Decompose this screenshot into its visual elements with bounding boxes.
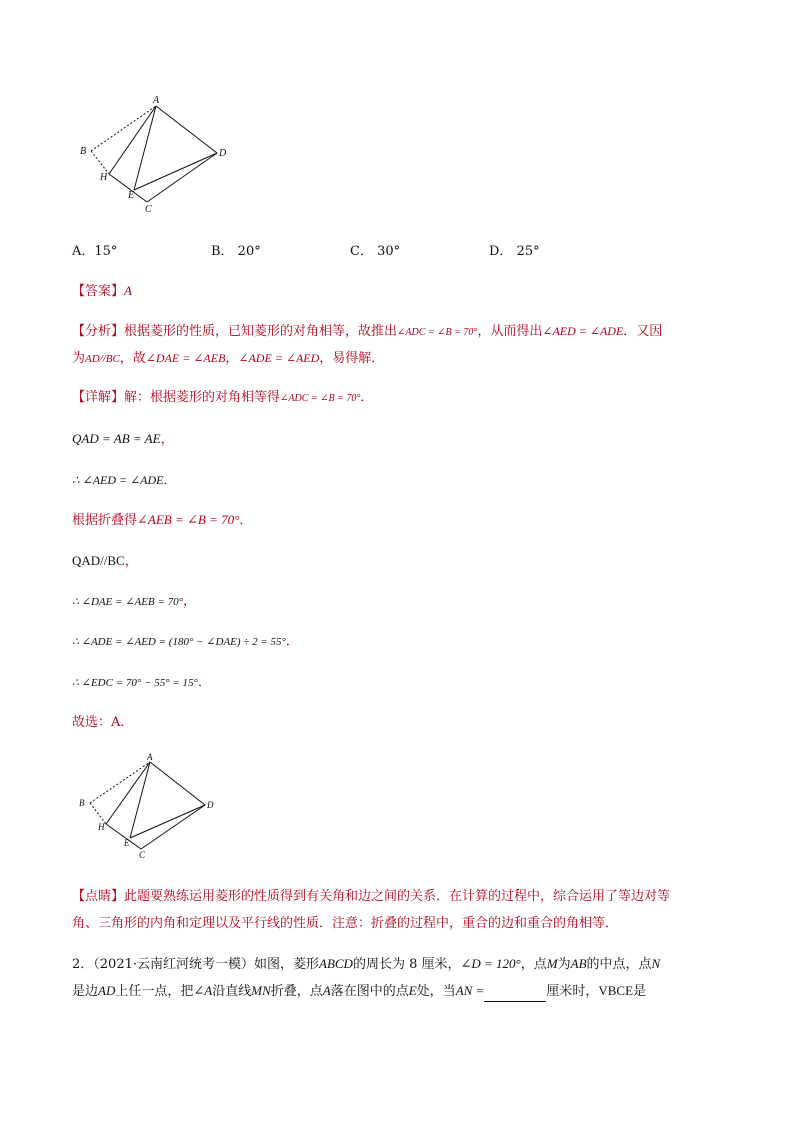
label-B: B [79, 798, 85, 808]
segment-DC [141, 805, 205, 849]
detail-end-2: ， [160, 432, 174, 447]
q2-math-9: A [322, 983, 331, 998]
q2-text-1a: 2．（2021·云南红河统考一模）如图，菱形 [72, 957, 319, 972]
analysis-line-2 [72, 348, 384, 369]
comment-text-2: 角、三角形的内角和定理以及平行线的性质．注意：折叠的过程中，重合的边和重合的角相等． [72, 916, 619, 931]
detail-line-1 [72, 388, 373, 409]
answer-line [72, 281, 132, 302]
comment-line-1 [72, 887, 670, 907]
q2-math-7: ∠A [193, 983, 213, 998]
q2-text-2f: 处，当 [416, 984, 456, 999]
detail-math-2: QAD = AB = AE [72, 431, 161, 446]
detail-math-1: ∠ADC = ∠B = 70° [280, 393, 361, 404]
label-C: C [139, 850, 146, 860]
question2-line-1 [72, 954, 660, 975]
detail-text-4b: ． [239, 513, 253, 528]
detail-end-7: ． [285, 634, 299, 649]
analysis-text-1b: ，从而得出 [477, 324, 543, 339]
detail-line-5 [72, 551, 138, 572]
label-A: A [147, 752, 153, 762]
detail-math-6: ∴ ∠DAE = ∠AEB = 70° [72, 596, 183, 608]
analysis-text-2b: ，故 [119, 351, 146, 366]
analysis-math-3: AD//BC [85, 353, 120, 365]
analysis-math-1: ∠ADC = ∠B = 70° [397, 327, 478, 338]
analysis-tag: 【分析】 [72, 324, 125, 339]
detail-math-8: ∴ ∠EDC = 70° − 55° = 15° [72, 677, 198, 689]
dashed-BH [90, 803, 106, 824]
label-E: E [124, 838, 130, 848]
detail-text-1b: ． [360, 390, 374, 405]
detail-text-4a: 根据折叠得 [72, 513, 138, 528]
answer-value: A [124, 283, 132, 298]
analysis-text-2d: ，易得解． [319, 351, 385, 366]
question2-line-2 [72, 981, 646, 1002]
q2-math-5: N [651, 956, 661, 971]
q2-math-11: AN = [455, 983, 485, 998]
comment-tag: 【点睛】 [72, 889, 125, 904]
analysis-line-1 [72, 321, 662, 343]
detail-end-5: ， [124, 554, 138, 569]
q2-text-2b: 上任一点，把 [115, 984, 194, 999]
q2-text-2g: 厘米时， [546, 984, 599, 999]
detail-tag: 【详解】 [72, 390, 125, 405]
detail-line-2 [72, 429, 174, 450]
label-D: D [207, 800, 214, 810]
detail-line-3 [72, 470, 177, 491]
choice-a: A．15° [72, 244, 118, 259]
comment-text-1: 此题要熟练运用菱形的性质得到有关角和边之间的关系．在计算的过程中，综合运用了等边对等 [124, 889, 671, 904]
q2-text-1b: 的周长为 8 厘米， [352, 957, 461, 972]
answer-blank[interactable] [484, 987, 546, 1002]
analysis-text-2a: 为 [72, 351, 86, 366]
detail-end-3: ． [163, 473, 177, 488]
detail-text-1a: 解：根据菱形的对角相等得 [124, 390, 281, 405]
detail-end-6: ， [182, 594, 196, 609]
detail-math-4: ∠AEB = ∠B = 70° [137, 512, 240, 527]
q2-math-8: MN [251, 983, 271, 998]
label-A: A [153, 95, 160, 106]
segment-DC [147, 153, 217, 202]
q2-math-6: AD [98, 983, 116, 998]
label-H: H [100, 172, 108, 183]
analysis-text-1c: ．又因 [623, 324, 663, 339]
q2-text-2d: 折叠，点 [270, 984, 323, 999]
q2-text-2h: 是 [633, 984, 647, 999]
analysis-math-4: ∠DAE = ∠AEB [145, 351, 226, 365]
rhombus-figure-bottom [72, 750, 232, 865]
q2-text-2c: 沿直线 [212, 984, 252, 999]
q2-text-2a: 是边 [72, 984, 99, 999]
label-H: H [98, 822, 105, 832]
choice-c: C． 30° [350, 244, 401, 259]
q2-text-2e: 落在图中的点 [330, 984, 409, 999]
label-B: B [80, 146, 87, 157]
analysis-text-2c: ， [225, 351, 239, 366]
detail-line-6 [72, 592, 196, 612]
segment-ED [130, 805, 205, 838]
segment-AD [156, 106, 217, 153]
detail-end-8: ． [197, 675, 211, 690]
q2-math-2: ∠D = 120° [460, 956, 521, 971]
q2-text-1d: 为 [557, 957, 571, 972]
q2-math-10: E [408, 983, 417, 998]
label-D: D [219, 148, 227, 159]
detail-text-9: 故选：A． [72, 715, 134, 730]
detail-line-8 [72, 673, 211, 693]
segment-AH [106, 762, 150, 824]
detail-math-5: QAD//BC [72, 553, 125, 568]
q2-text-1c: ，点 [520, 957, 547, 972]
detail-line-9 [72, 713, 133, 733]
segment-ED [134, 153, 217, 190]
detail-line-7 [72, 632, 299, 652]
q2-math-4: AB [570, 956, 587, 971]
analysis-text-1a: 根据菱形的性质，已知菱形的对角相等，故推出 [124, 324, 398, 339]
label-C: C [145, 204, 152, 215]
label-E: E [128, 190, 135, 201]
segment-AD [150, 762, 205, 805]
detail-math-7: ∴ ∠ADE = ∠AED = (180° − ∠DAE) ÷ 2 = 55° [72, 636, 286, 648]
q2-math-12: VBCE [598, 983, 634, 998]
choice-d: D． 25° [489, 244, 540, 259]
detail-line-4 [72, 510, 252, 531]
dashed-BH [91, 151, 109, 174]
q2-text-1e: 的中点，点 [586, 957, 652, 972]
q2-math-1: ABCD [319, 956, 353, 971]
comment-line-2 [72, 914, 618, 934]
rhombus-figure-top [72, 92, 242, 217]
segment-AH [109, 106, 156, 174]
q2-math-3: M [546, 956, 558, 971]
analysis-math-2: ∠AED = ∠ADE [542, 324, 624, 338]
answer-tag: 【答案】 [72, 284, 125, 299]
choice-b: B． 20° [211, 244, 261, 259]
analysis-math-5: ∠ADE = ∠AED [238, 351, 320, 365]
detail-math-3: ∴ ∠AED = ∠ADE [72, 473, 164, 487]
